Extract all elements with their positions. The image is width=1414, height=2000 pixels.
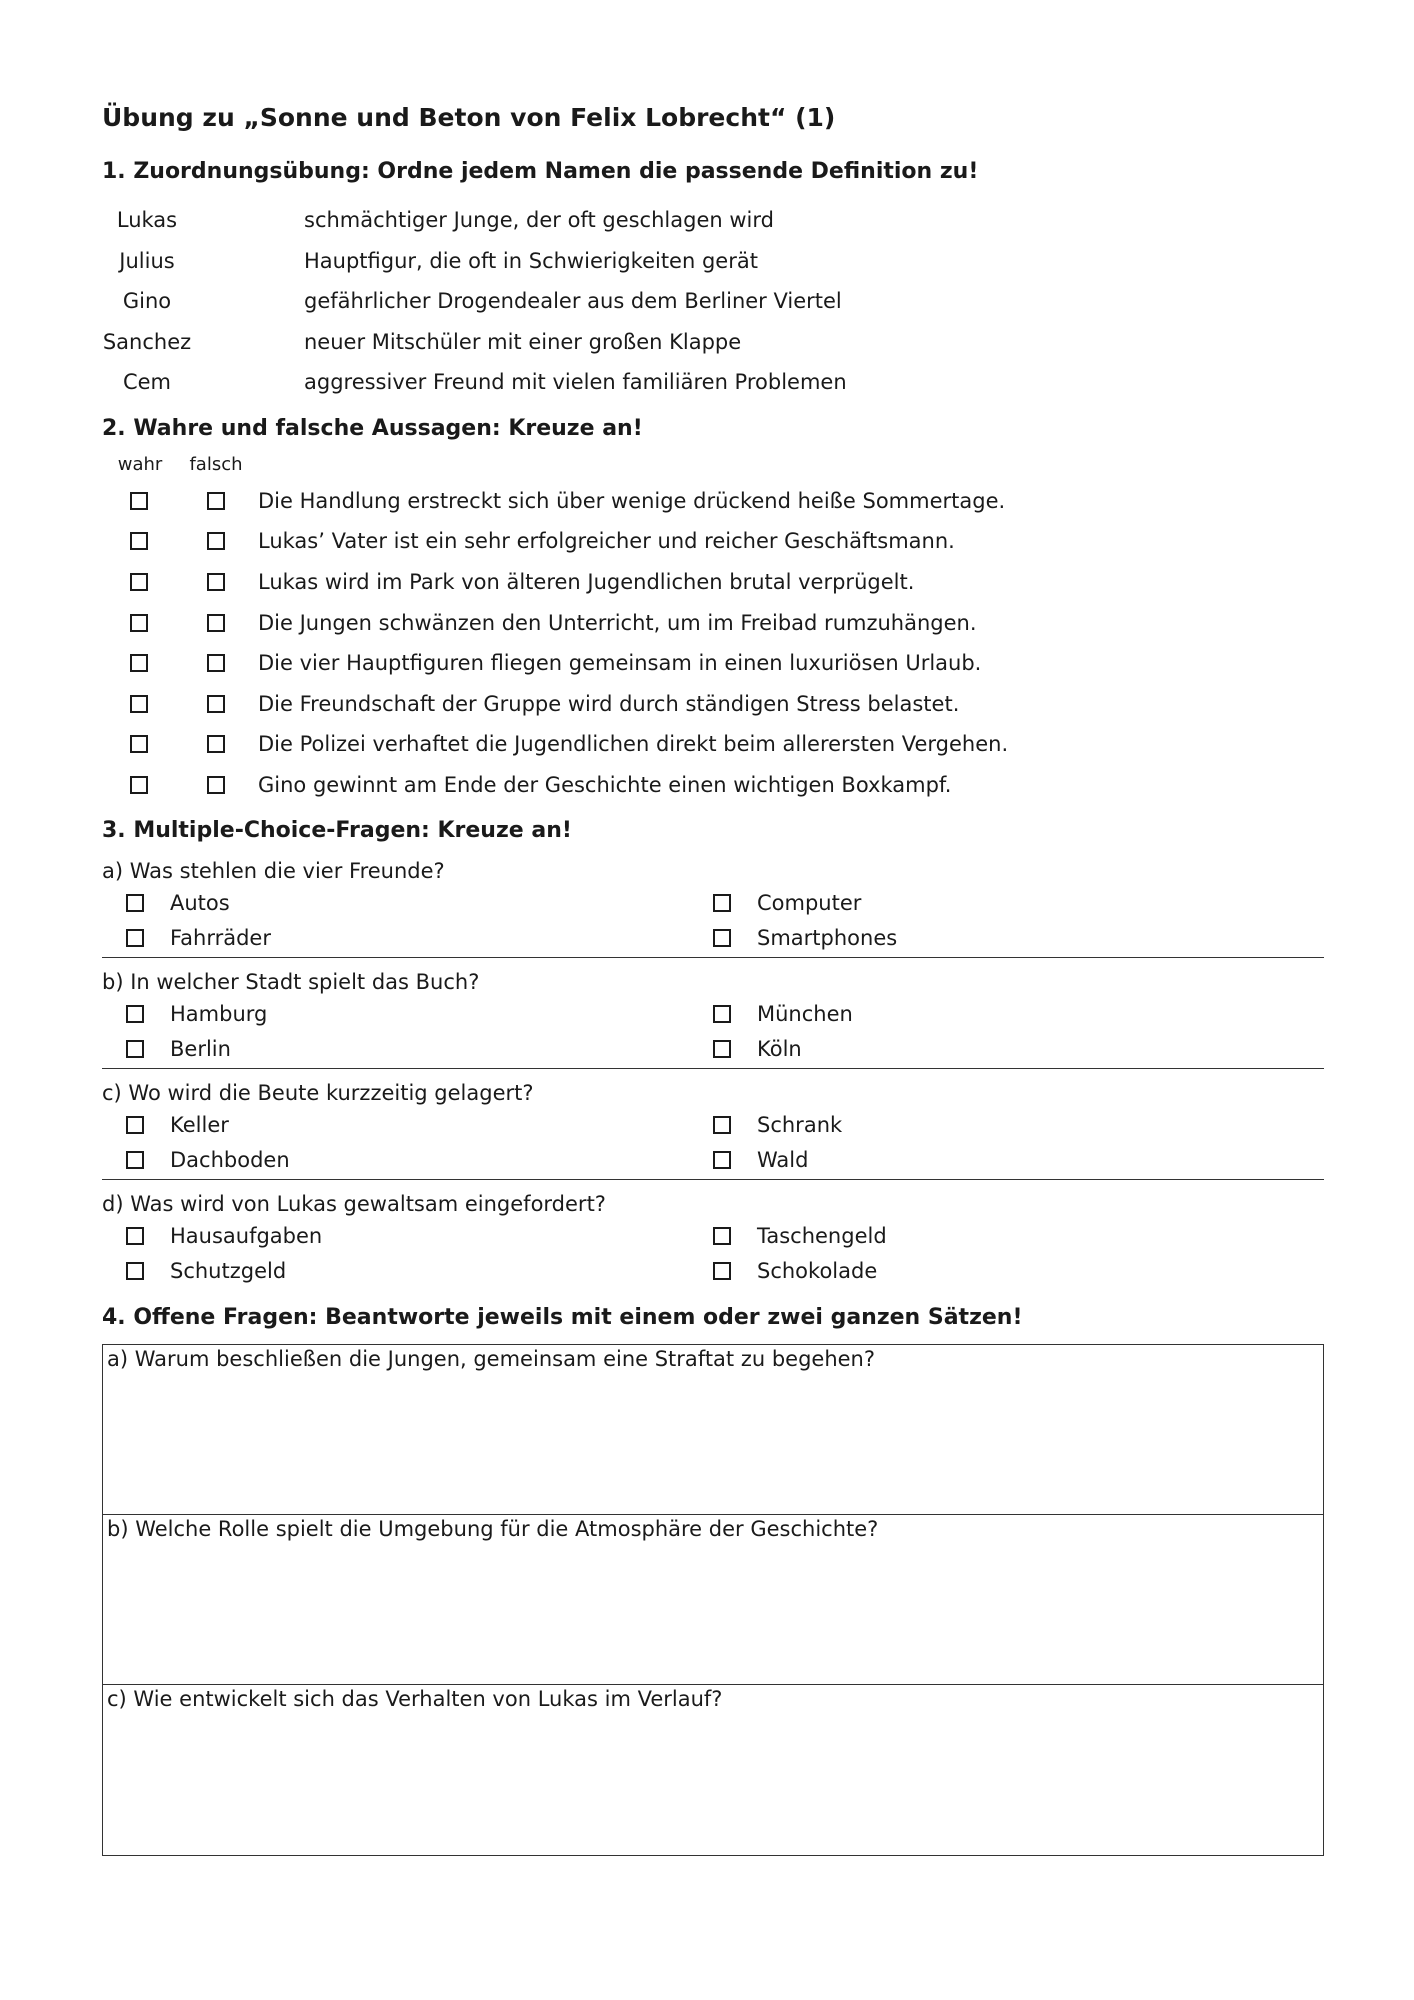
mc-option-row — [102, 1218, 1324, 1253]
statement-row — [102, 765, 1324, 806]
section2-heading: 2. Wahre und falsche Aussagen: Kreuze an! — [102, 415, 643, 441]
mc-option[interactable] — [713, 926, 1324, 950]
option-label: Taschengeld — [757, 1223, 887, 1248]
matching-definition: neuer Mitschüler mit einer großen Klappe — [304, 329, 742, 354]
option-checkbox[interactable] — [713, 1040, 731, 1058]
true-checkbox[interactable] — [130, 492, 148, 510]
statement-row — [102, 643, 1324, 684]
matching-list — [102, 200, 1324, 403]
mc-option-row — [102, 1107, 1324, 1142]
mc-option-row — [102, 885, 1324, 920]
mc-option-row — [102, 1253, 1324, 1288]
true-checkbox[interactable] — [130, 735, 148, 753]
statement-row — [102, 724, 1324, 765]
option-checkbox[interactable] — [713, 1116, 731, 1134]
matching-definition: gefährlicher Drogendealer aus dem Berliner Viertel — [304, 289, 842, 314]
mc-question-block — [102, 1180, 1324, 1290]
open-questions-table — [102, 1344, 1324, 1856]
mc-question-block — [102, 958, 1324, 1069]
mc-option[interactable] — [713, 1113, 1324, 1137]
statement-text: Die Jungen schwänzen den Unterricht, um im Freibad rumzuhängen. — [258, 610, 977, 635]
mc-option[interactable] — [713, 1037, 1324, 1061]
option-checkbox[interactable] — [713, 1227, 731, 1245]
matching-name: Lukas — [116, 208, 178, 233]
true-checkbox[interactable] — [130, 776, 148, 794]
true-checkbox[interactable] — [130, 695, 148, 713]
column-false-label: falsch — [189, 454, 243, 475]
option-label: Computer — [757, 890, 862, 915]
answer-box[interactable] — [103, 1515, 1323, 1685]
option-label: Hausaufgaben — [170, 1223, 323, 1248]
option-checkbox[interactable] — [126, 894, 144, 912]
statement-text: Lukas wird im Park von älteren Jugendlichen brutal verprügelt. — [258, 569, 915, 594]
section1-heading: 1. Zuordnungsübung: Ordne jedem Namen die passende Definition zu! — [102, 159, 979, 184]
option-label: Schrank — [757, 1112, 843, 1137]
answer-box[interactable] — [103, 1685, 1323, 1855]
statement-text: Die Freundschaft der Gruppe wird durch ständigen Stress belastet. — [258, 691, 960, 716]
option-label: Smartphones — [757, 925, 898, 950]
matching-name: Julius — [119, 248, 175, 273]
mc-question-block — [102, 1069, 1324, 1180]
mc-option-row — [102, 996, 1324, 1031]
mc-question: d) Was wird von Lukas gewaltsam eingefordert? — [102, 1192, 606, 1217]
multiple-choice-list — [102, 847, 1324, 1290]
worksheet-title: Übung zu „Sonne und Beton von Felix Lobrecht“ (1) — [102, 103, 836, 132]
option-checkbox[interactable] — [713, 1262, 731, 1280]
mc-option[interactable] — [713, 891, 1324, 915]
statement-text: Lukas’ Vater ist ein sehr erfolgreicher und reicher Geschäftsmann. — [258, 529, 955, 554]
statement-text: Die Handlung erstreckt sich über wenige drückend heiße Sommertage. — [258, 488, 1006, 513]
false-checkbox[interactable] — [207, 614, 225, 632]
column-true-label: wahr — [117, 454, 163, 475]
statement-text: Die Polizei verhaftet die Jugendlichen direkt beim allerersten Vergehen. — [258, 732, 1009, 757]
open-question-text: c) Wie entwickelt sich das Verhalten von Lukas im Verlauf? — [107, 1687, 723, 1712]
worksheet-content — [102, 100, 1324, 1856]
statement-row — [102, 602, 1324, 643]
option-label: Schokolade — [757, 1258, 878, 1283]
statement-row — [102, 481, 1324, 522]
statement-row — [102, 562, 1324, 603]
open-question-text: b) Welche Rolle spielt die Umgebung für die Atmosphäre der Geschichte? — [107, 1517, 879, 1542]
matching-name: Gino — [122, 289, 172, 314]
open-question-text: a) Warum beschließen die Jungen, gemeinsam eine Straftat zu begehen? — [107, 1347, 876, 1372]
option-checkbox[interactable] — [126, 1040, 144, 1058]
matching-row — [102, 362, 1324, 403]
true-checkbox[interactable] — [130, 654, 148, 672]
mc-option[interactable] — [102, 1259, 713, 1283]
statement-row — [102, 521, 1324, 562]
statement-text: Gino gewinnt am Ende der Geschichte einen wichtigen Boxkampf. — [258, 772, 952, 797]
mc-option[interactable] — [713, 1002, 1324, 1026]
option-label: Keller — [170, 1112, 229, 1137]
option-checkbox[interactable] — [126, 1151, 144, 1169]
matching-row — [102, 241, 1324, 282]
mc-option[interactable] — [102, 926, 713, 950]
option-checkbox[interactable] — [126, 929, 144, 947]
option-label: Autos — [170, 890, 230, 915]
mc-question: a) Was stehlen die vier Freunde? — [102, 859, 445, 884]
option-label: Dachboden — [170, 1147, 290, 1172]
section4-heading: 4. Offene Fragen: Beantworte jeweils mit einem oder zwei ganzen Sätzen! — [102, 1305, 1023, 1331]
mc-option-row — [102, 920, 1324, 955]
statement-text: Die vier Hauptfiguren fliegen gemeinsam in einen luxuriösen Urlaub. — [258, 651, 982, 676]
false-checkbox[interactable] — [207, 695, 225, 713]
option-label: München — [757, 1001, 853, 1026]
mc-option[interactable] — [713, 1224, 1324, 1248]
mc-option[interactable] — [713, 1259, 1324, 1283]
option-label: Fahrräder — [170, 925, 271, 950]
false-checkbox[interactable] — [207, 654, 225, 672]
option-label: Schutzgeld — [170, 1258, 287, 1283]
option-checkbox[interactable] — [713, 929, 731, 947]
mc-question: b) In welcher Stadt spielt das Buch? — [102, 970, 480, 995]
matching-definition: aggressiver Freund mit vielen familiären Problemen — [304, 370, 847, 395]
mc-option[interactable] — [102, 1224, 713, 1248]
statement-row — [102, 683, 1324, 724]
matching-name: Cem — [122, 370, 172, 395]
matching-row — [102, 281, 1324, 322]
option-label: Köln — [757, 1036, 802, 1061]
true-false-list — [102, 481, 1324, 806]
false-checkbox[interactable] — [207, 532, 225, 550]
false-checkbox[interactable] — [207, 735, 225, 753]
mc-question: c) Wo wird die Beute kurzzeitig gelagert? — [102, 1081, 534, 1106]
option-checkbox[interactable] — [713, 1151, 731, 1169]
false-checkbox[interactable] — [207, 573, 225, 591]
true-checkbox[interactable] — [130, 532, 148, 550]
option-checkbox[interactable] — [126, 1262, 144, 1280]
mc-option[interactable] — [102, 891, 713, 915]
matching-name: Sanchez — [102, 329, 192, 354]
option-label: Hamburg — [170, 1001, 268, 1026]
mc-question-block — [102, 847, 1324, 958]
mc-option[interactable] — [102, 1148, 713, 1172]
false-checkbox[interactable] — [207, 492, 225, 510]
matching-row — [102, 200, 1324, 241]
mc-option-row — [102, 1031, 1324, 1066]
option-label: Wald — [757, 1147, 809, 1172]
mc-option[interactable] — [713, 1148, 1324, 1172]
matching-definition: schmächtiger Junge, der oft geschlagen wird — [304, 208, 774, 233]
option-checkbox[interactable] — [126, 1005, 144, 1023]
mc-option[interactable] — [102, 1037, 713, 1061]
true-false-header — [102, 449, 1324, 481]
false-checkbox[interactable] — [207, 776, 225, 794]
matching-row — [102, 322, 1324, 363]
section3-heading: 3. Multiple-Choice-Fragen: Kreuze an! — [102, 818, 572, 844]
matching-definition: Hauptfigur, die oft in Schwierigkeiten gerät — [304, 248, 758, 273]
mc-option[interactable] — [102, 1113, 713, 1137]
true-checkbox[interactable] — [130, 573, 148, 591]
option-checkbox[interactable] — [126, 1116, 144, 1134]
answer-box[interactable] — [103, 1345, 1323, 1515]
option-checkbox[interactable] — [713, 1005, 731, 1023]
true-checkbox[interactable] — [130, 614, 148, 632]
mc-option-row — [102, 1142, 1324, 1177]
option-label: Berlin — [170, 1036, 231, 1061]
option-checkbox[interactable] — [713, 894, 731, 912]
mc-option[interactable] — [102, 1002, 713, 1026]
option-checkbox[interactable] — [126, 1227, 144, 1245]
